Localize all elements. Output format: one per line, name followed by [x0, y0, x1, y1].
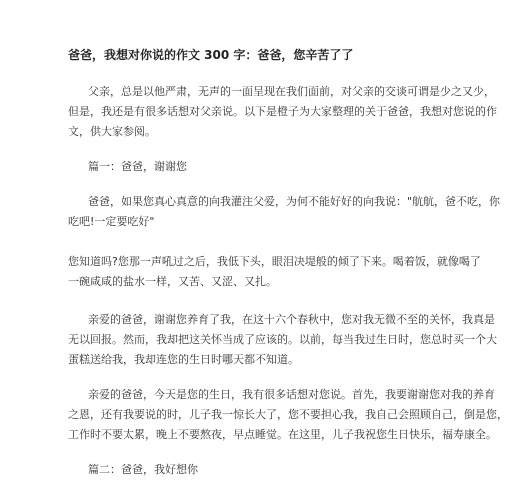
text-line: 但是，我还是有很多话想对父亲说。以下是橙子为大家整理的关于爸爸，我想对您说的作 [68, 105, 497, 118]
section-heading-1: 篇一：爸爸，谢谢您 [88, 160, 187, 173]
text-line: 父亲，总是以他严肃，无声的一面呈现在我们面前，对父亲的交谈可谓是少之又少， [88, 85, 495, 98]
article-title: 爸爸，我想对你说的作文 300 字：爸爸，您辛苦了了 [68, 48, 354, 62]
text-line: 之恩，还有我要说的时，儿子我一惊长大了，您不要担心我，我自己会照顾自己，倒是您， [68, 408, 508, 421]
text-line: 一碗咸咸的盐水一样，又苦、又涩、又扎。 [68, 275, 277, 288]
paragraph-1 [68, 192, 501, 232]
text-line: 无以回报。然而，我却把这关怀当成了应该的。以前，每当我过生日时，您总时买一个大 [68, 333, 497, 346]
text-line: 文，供大家参阅。 [68, 125, 156, 138]
text-line: 爸爸，如果您真心真意的向我灌注父爱，为何不能好好的向我说："航航，爸不吃，你 [88, 195, 501, 208]
paragraph-4 [68, 385, 508, 445]
text-line: 亲爱的爸爸，谢谢您养育了我，在这十六个春秋中，您对我无微不至的关怀，我真是 [88, 313, 495, 326]
paragraph-3 [68, 310, 497, 370]
text-line: 蛋糕送给我，我却连您的生日时哪天都不知道。 [68, 353, 299, 366]
text-line: 亲爱的爸爸，今天是您的生日，我有很多话想对您说。首先，我要谢谢您对我的养育 [88, 388, 495, 401]
text-line: 您知道吗?您那一声吼过之后，我低下头，眼泪决堤般的倾了下来。喝着饭，就像喝了 [68, 255, 481, 268]
text-line: 工作时不要太累，晚上不要熬夜，早点睡觉。在这里，儿子我祝您生日快乐，福寿康全。 [68, 428, 497, 441]
section-heading-2: 篇二：爸爸，我好想你 [88, 463, 198, 476]
paragraph-2 [68, 252, 481, 292]
intro-paragraph [68, 82, 497, 142]
text-line: 吃吧!一定要吃好" [68, 215, 155, 228]
